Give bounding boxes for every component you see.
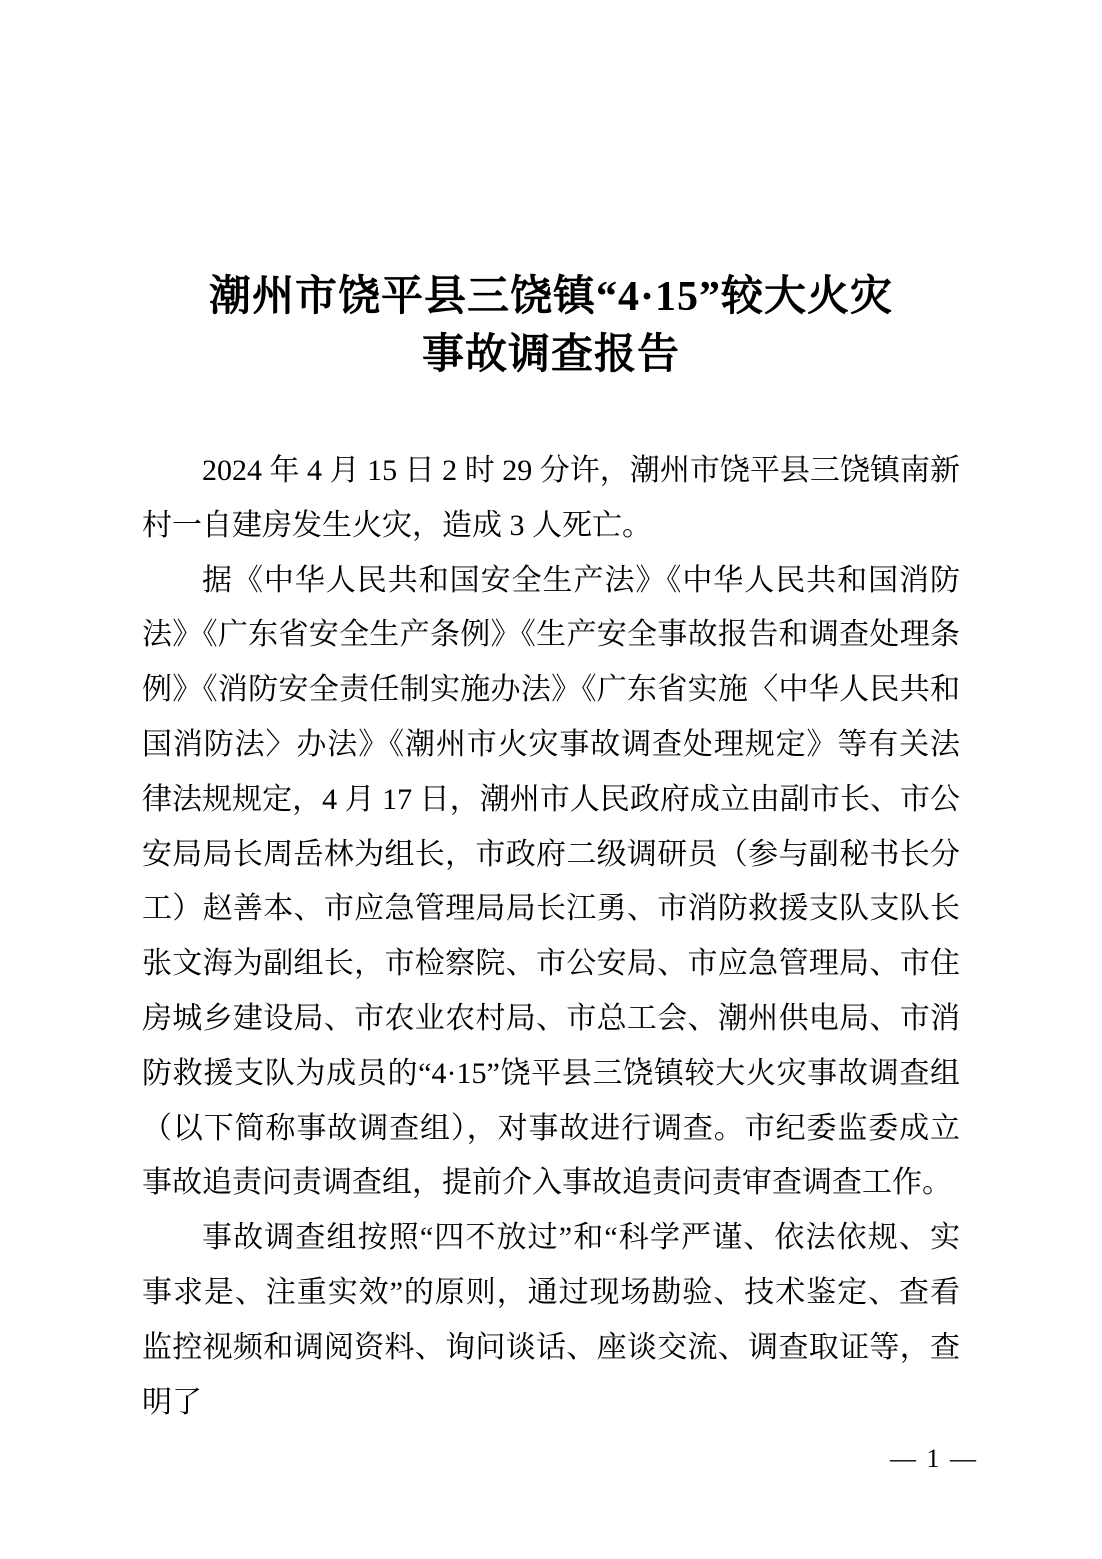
page-number: — 1 — xyxy=(890,1444,978,1473)
paragraph-incident-summary: 2024 年 4 月 15 日 2 时 29 分许，潮州市饶平县三饶镇南新村一自建房发生火灾，造成 3 人死亡。 xyxy=(142,454,960,542)
document-body xyxy=(142,444,960,1430)
paragraph-investigation-method: 事故调查组按照“四不放过”和“科学严谨、依法依规、实事求是、注重实效”的原则，通过现场勘验、技术鉴定、查看监控视频和调阅资料、询问谈话、座谈交流、调查取证等，查明了 xyxy=(142,1221,960,1419)
document-title-line-2: 事故调查报告 xyxy=(421,332,680,378)
document-title-line-1: 潮州市饶平县三饶镇“4·15”较大火灾 xyxy=(208,274,893,320)
paragraph-investigation-team: 据《中华人民共和国安全生产法》《中华人民共和国消防法》《广东省安全生产条例》《生产安全事故报告和调查处理条例》《消防安全责任制实施办法》《广东省实施〈中华人民共和国消防法〉办法》《潮州市火灾事故调查处理规定》等有关法律法规规定，4 月 17 日，潮州市人民政府成立由副市长、市公安局局长周岳林为组长，市政府二级调研员（参与副秘书长分工）赵善本、市应急管理局局长江勇、市消防救援支队支队长张文海为副组长，市检察院、市公安局、市应急管理局、市住房城乡建设局、市农业农村局、市总工会、潮州供电局、市消防救援支队为成员的“4·15”饶平县三饶镇较大火灾事故调查组（以下简称事故调查组），对事故进行调查。市纪委监委成立事故追责问责调查组，提前介入事故追责问责审查调查工作。 xyxy=(142,563,960,1200)
document-title xyxy=(0,268,1102,384)
